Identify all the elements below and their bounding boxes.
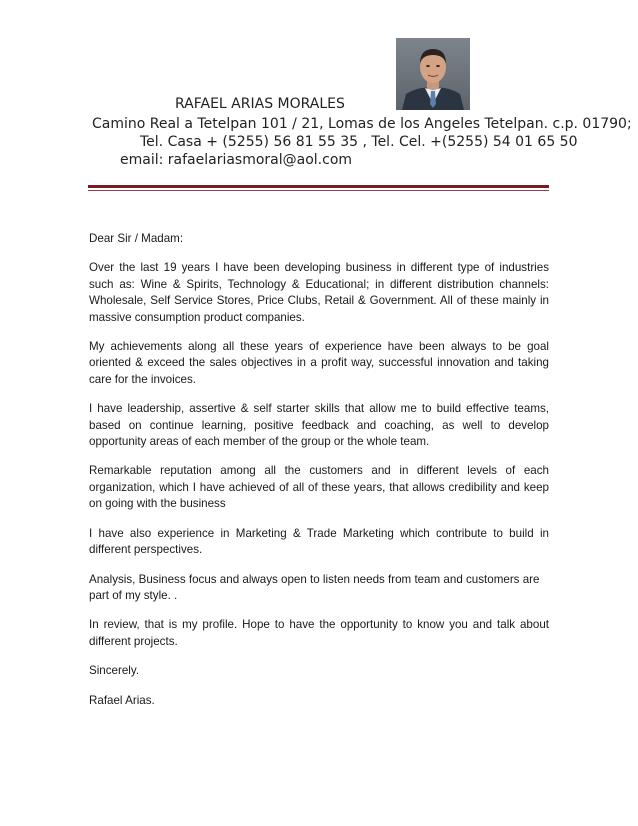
applicant-address: Camino Real a Tetelpan 101 / 21, Lomas de los Angeles Tetelpan. c.p. 01790; [92, 116, 632, 132]
portrait-photo [396, 38, 470, 110]
paragraph-achievements: My achievements along all these years of experience have been always to be goal oriented & exceed the sales objectives in a profit way, successful innovation and taking care for the invoices. [89, 340, 549, 386]
letter-body [89, 231, 549, 722]
header-divider-thick [88, 185, 549, 188]
paragraph-experience: Over the last 19 years I have been developing business in different type of industries such as: Wine & Spirits, Technology & Educational; in different distribution channels: Wholesale, Self Service Stores, Price Clubs, Retail & Government. All of these mainly in massive consumption product companies. [89, 261, 549, 324]
paragraph-reputation: Remarkable reputation among all the customers and in different levels of each organization, which I have achieved of all of these years, that allows credibility and keep on going with the business [89, 464, 549, 511]
salutation: Dear Sir / Madam: [89, 232, 184, 245]
applicant-email: email: rafaelariasmoral@aol.com [120, 152, 353, 168]
applicant-name: RAFAEL ARIAS MORALES [175, 96, 345, 112]
paragraph-marketing: I have also experience in Marketing & Trade Marketing which contribute to build in different perspectives. [89, 526, 549, 557]
signature: Rafael Arias. [89, 693, 155, 707]
paragraph-leadership: I have leadership, assertive & self starter skills that allow me to build effective teams, based on continue learning, positive feedback and coaching, as well to develop opportunity areas of each member of the group or the whole team. [89, 402, 549, 449]
applicant-phones: Tel. Casa + (5255) 56 81 55 35 , Tel. Cel. +(5255) 54 01 65 50 [140, 134, 578, 150]
header-divider-thin [88, 190, 549, 191]
paragraph-style: Analysis, Business focus and always open to listen needs from team and customers are part of my style. . [89, 572, 540, 602]
paragraph-review: In review, that is my profile. Hope to have the opportunity to know you and talk about different projects. [89, 618, 549, 648]
portrait-photo-image [396, 38, 470, 110]
closing: Sincerely. [89, 664, 140, 678]
